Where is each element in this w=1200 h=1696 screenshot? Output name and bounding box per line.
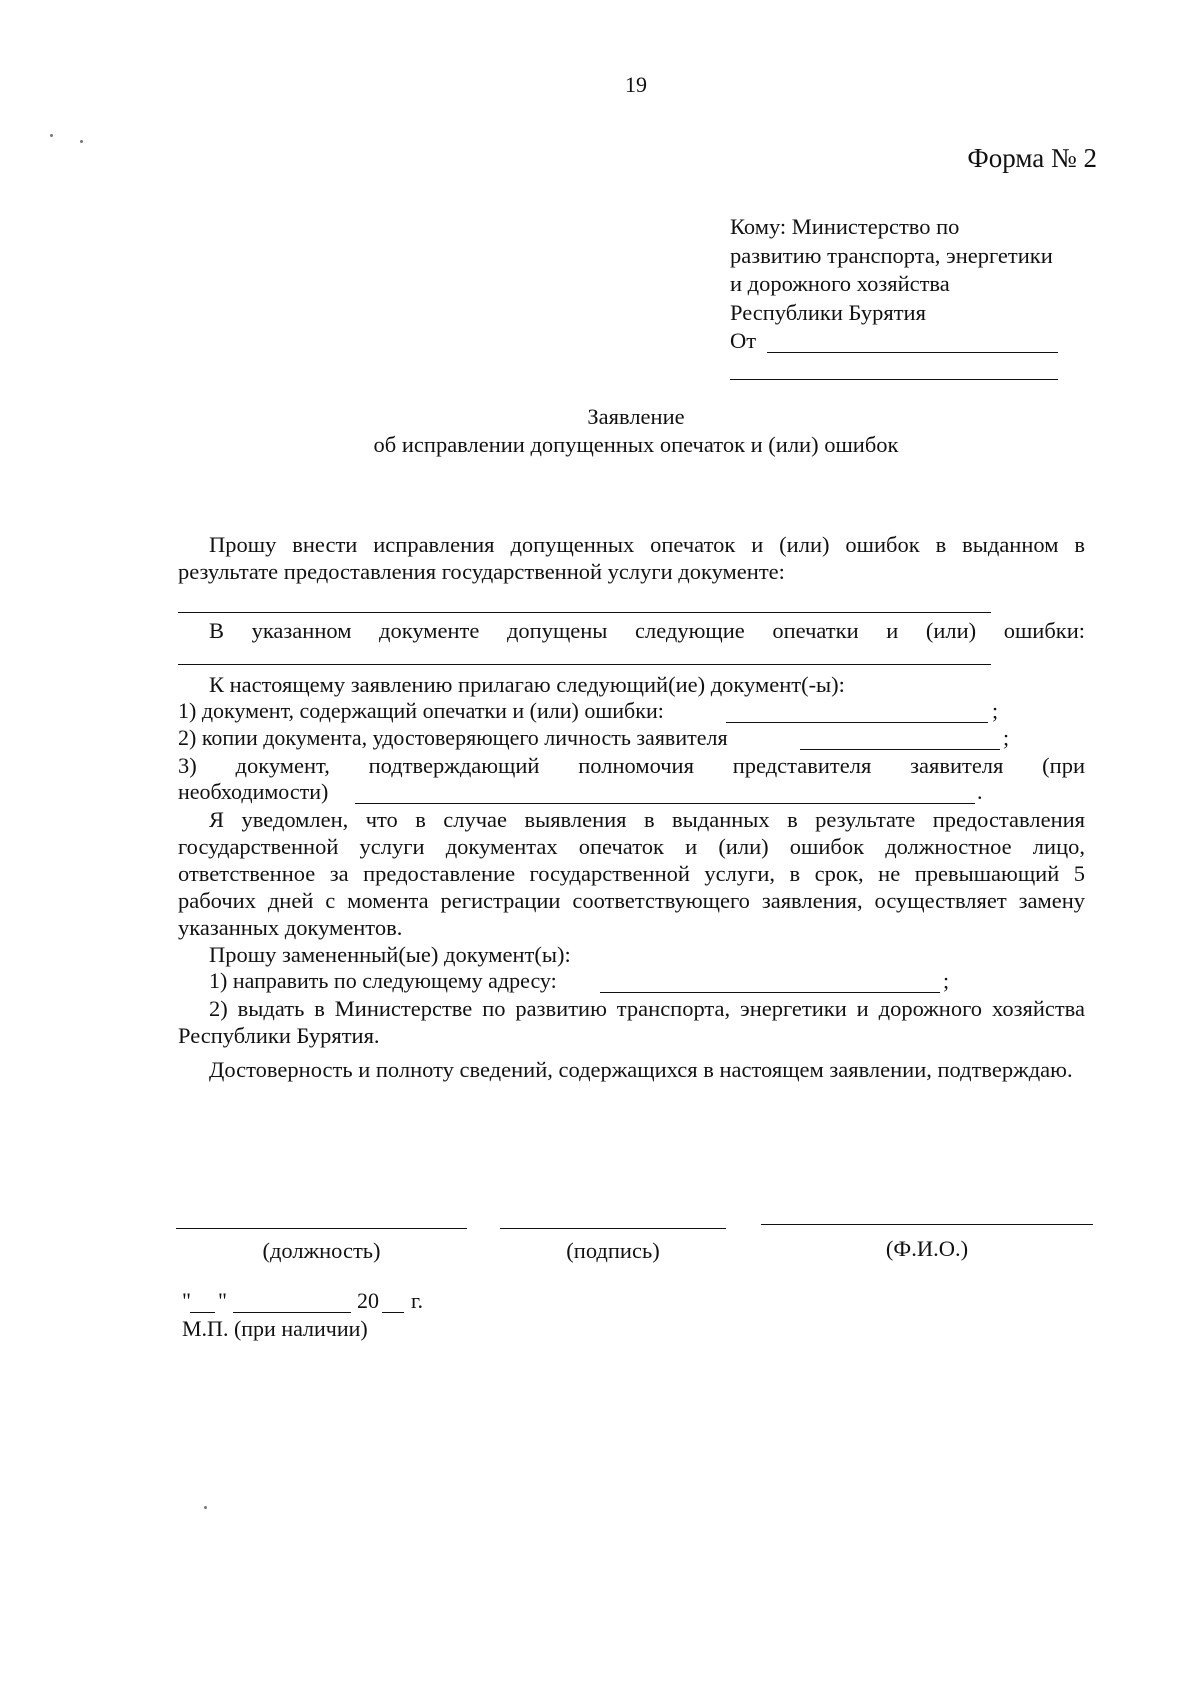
replacement-1-end: ;	[943, 968, 950, 993]
replacement-intro: Прошу замененный(ые) документ(ы):	[209, 942, 571, 967]
scan-speck	[204, 1506, 207, 1509]
date-year-suffix: г.	[411, 1288, 424, 1313]
request-paragraph: Прошу внести исправления допущенных опечаток и (или) ошибок в выданном в результате предоставления государственной услуги документе:	[178, 532, 1085, 584]
errors-line: В указанном документе допущены следующие опечатки и (или) ошибки:	[209, 618, 1085, 643]
notice-paragraph: Я уведомлен, что в случае выявления в выданных в результате предоставления государственной услуги документах опечаток и (или) ошибок должностное лицо, ответственное за предоставление государственной услуги, в срок, не превышающий 5 рабочих дней с момента регистрации соответствующего заявления, осуществляет замену указанных документов.	[178, 807, 1085, 940]
date-open-quote: "	[182, 1288, 191, 1313]
attachment-3-blank	[355, 803, 975, 804]
replacement-1: 1) направить по следующему адресу:	[209, 968, 557, 993]
errors-blank-line	[178, 664, 991, 665]
addressee-line: Республики Бурятия	[730, 299, 926, 325]
confirmation-paragraph: Достоверность и полноту сведений, содержащихся в настоящем заявлении, подтверждаю.	[209, 1057, 1073, 1082]
attachments-intro: К настоящему заявлению прилагаю следующий(ие) документ(-ы):	[209, 672, 845, 697]
date-month-blank	[233, 1312, 351, 1313]
scan-speck	[50, 134, 53, 137]
addressee-line: Кому: Министерство по	[730, 214, 960, 239]
attachment-1-text: 1) документ, содержащий опечатки и (или) ошибки:	[178, 698, 664, 723]
signature-line	[500, 1228, 726, 1229]
page-number: 19	[625, 72, 647, 97]
date-day-blank	[190, 1312, 215, 1313]
date-close-quote: "	[218, 1288, 227, 1313]
document-blank-line	[178, 612, 991, 613]
attachment-2-end: ;	[1003, 725, 1010, 750]
attachment-1-blank	[726, 722, 988, 723]
attachment-1	[178, 698, 664, 724]
name-label: (Ф.И.О.)	[885, 1236, 969, 1261]
document-title: Заявление	[587, 404, 685, 429]
date-year-prefix: 20	[357, 1288, 379, 1313]
replacement-2: 2) выдать в Министерстве по развитию транспорта, энергетики и дорожного хозяйства Республики Бурятия.	[178, 996, 1085, 1048]
attachment-1-end: ;	[992, 698, 999, 723]
from-blank-line-2	[730, 379, 1058, 380]
from-blank-line	[767, 352, 1058, 353]
attachment-3-end: .	[977, 779, 983, 804]
date-year-blank	[382, 1312, 404, 1313]
name-signature-line	[761, 1224, 1093, 1225]
form-number: Форма № 2	[967, 143, 1097, 173]
document-subtitle: об исправлении допущенных опечаток и (или) ошибок	[373, 432, 899, 457]
position-signature-line	[176, 1228, 467, 1229]
replacement-1-blank	[600, 992, 940, 993]
addressee-block	[730, 213, 1150, 356]
attachment-2	[178, 725, 728, 751]
attachment-3: 3) документ, подтверждающий полномочия представителя заявителя (при	[178, 753, 1085, 778]
attachment-3-continued: необходимости)	[178, 779, 329, 804]
addressee-line: развитию транспорта, энергетики	[730, 242, 1053, 268]
attachment-2-text: 2) копии документа, удостоверяющего личность заявителя	[178, 725, 728, 750]
position-label: (должность)	[262, 1238, 381, 1263]
signature-label: (подпись)	[566, 1238, 660, 1263]
seal-label: М.П. (при наличии)	[182, 1316, 368, 1341]
from-label: От	[730, 328, 757, 353]
attachment-2-blank	[800, 749, 1000, 750]
scan-speck	[80, 140, 83, 143]
addressee-line: и дорожного хозяйства	[730, 271, 950, 296]
